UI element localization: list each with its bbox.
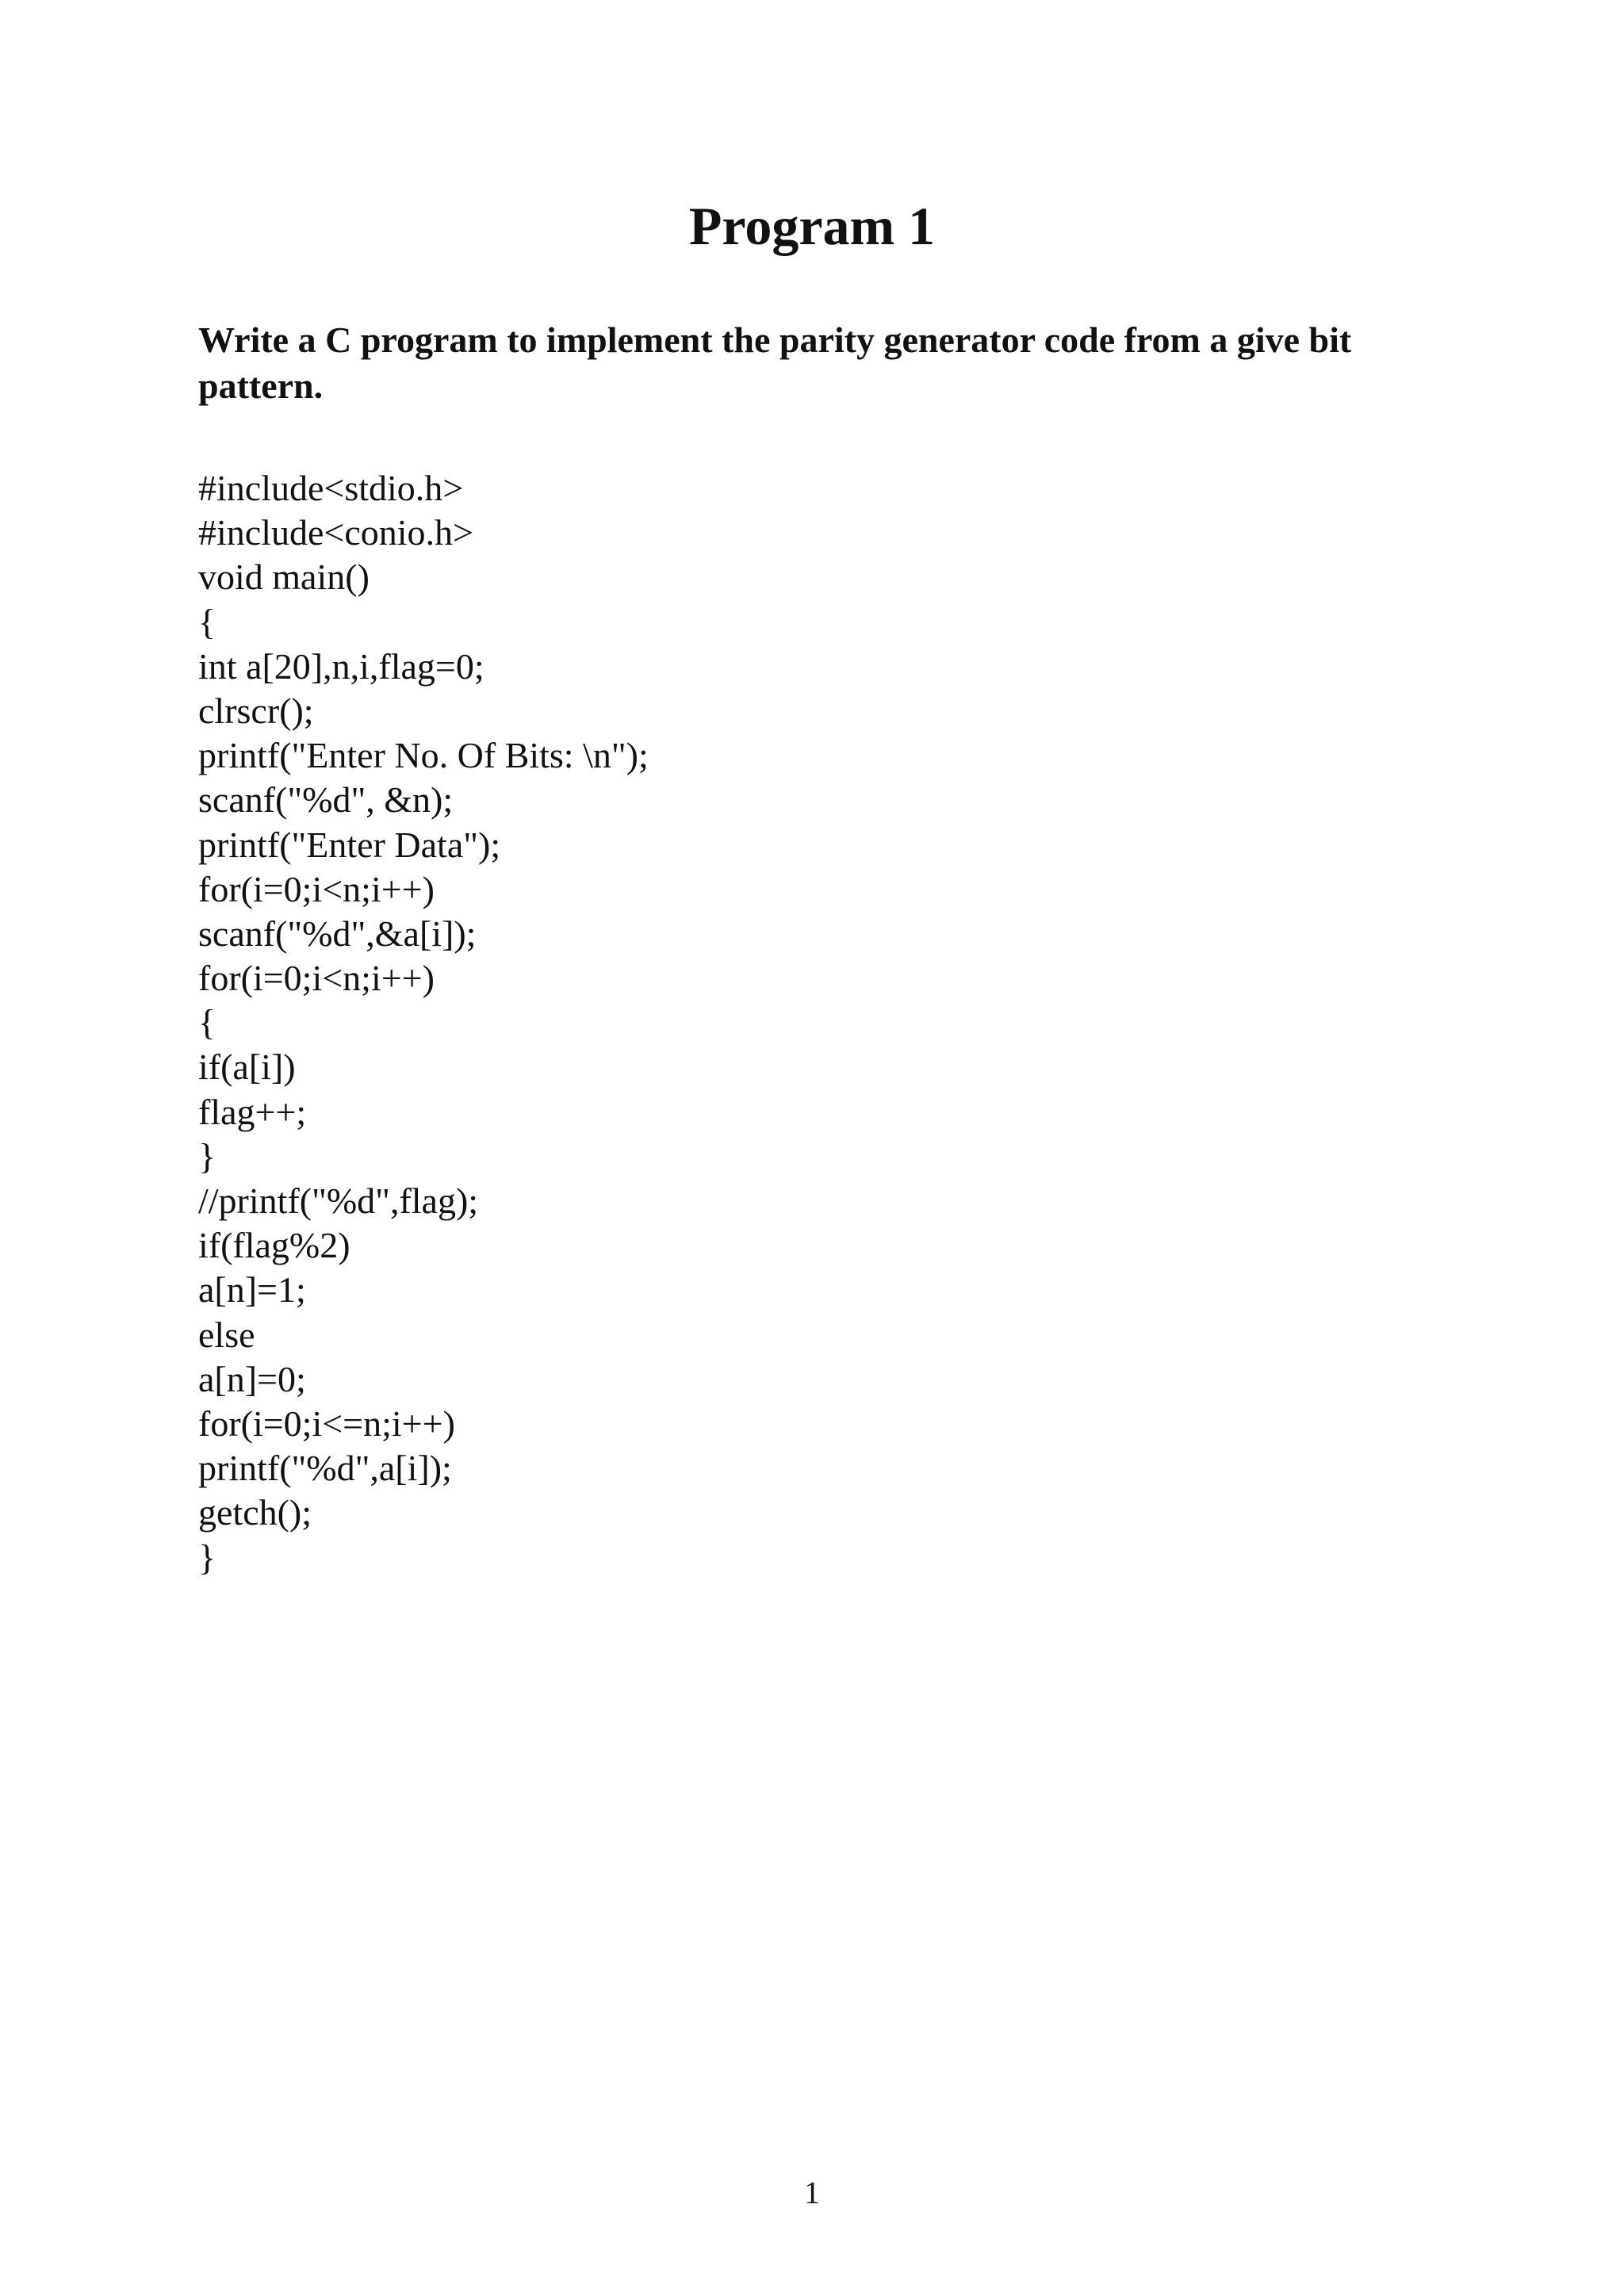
code-line: }: [198, 1135, 216, 1177]
code-line: scanf("%d",&a[i]);: [198, 913, 477, 954]
code-line: flag++;: [198, 1091, 307, 1132]
code-line: if(a[i]): [198, 1047, 296, 1088]
code-line: for(i=0;i<=n;i++): [198, 1402, 455, 1444]
code-line: printf("Enter No. Of Bits: \n");: [198, 735, 649, 776]
code-line: if(flag%2): [198, 1225, 350, 1266]
code-line: {: [198, 601, 216, 642]
code-line: a[n]=0;: [198, 1358, 306, 1399]
code-line: else: [198, 1314, 255, 1355]
code-line: int a[20],n,i,flag=0;: [198, 645, 485, 687]
question-text: Write a C program to implement the parity generator code from a give bit pattern.: [198, 320, 1352, 406]
page-title: Program 1: [688, 196, 936, 256]
code-line: #include<conio.h>: [198, 512, 473, 553]
code-block: [198, 466, 1467, 1580]
page-number: 1: [804, 2175, 820, 2210]
code-line: void main(): [198, 557, 370, 598]
code-line: a[n]=1;: [198, 1269, 306, 1311]
code-line: getch();: [198, 1492, 312, 1533]
code-line: scanf("%d", &n);: [198, 779, 454, 821]
code-line: }: [198, 1536, 216, 1578]
code-line: for(i=0;i<n;i++): [198, 868, 435, 909]
code-line: clrscr();: [198, 690, 314, 731]
code-line: printf("%d",a[i]);: [198, 1448, 452, 1489]
code-line: #include<stdio.h>: [198, 468, 464, 508]
code-line: printf("Enter Data");: [198, 824, 501, 865]
code-line: {: [198, 1002, 216, 1043]
code-line: //printf("%d",flag);: [198, 1181, 479, 1221]
code-line: for(i=0;i<n;i++): [198, 958, 435, 999]
